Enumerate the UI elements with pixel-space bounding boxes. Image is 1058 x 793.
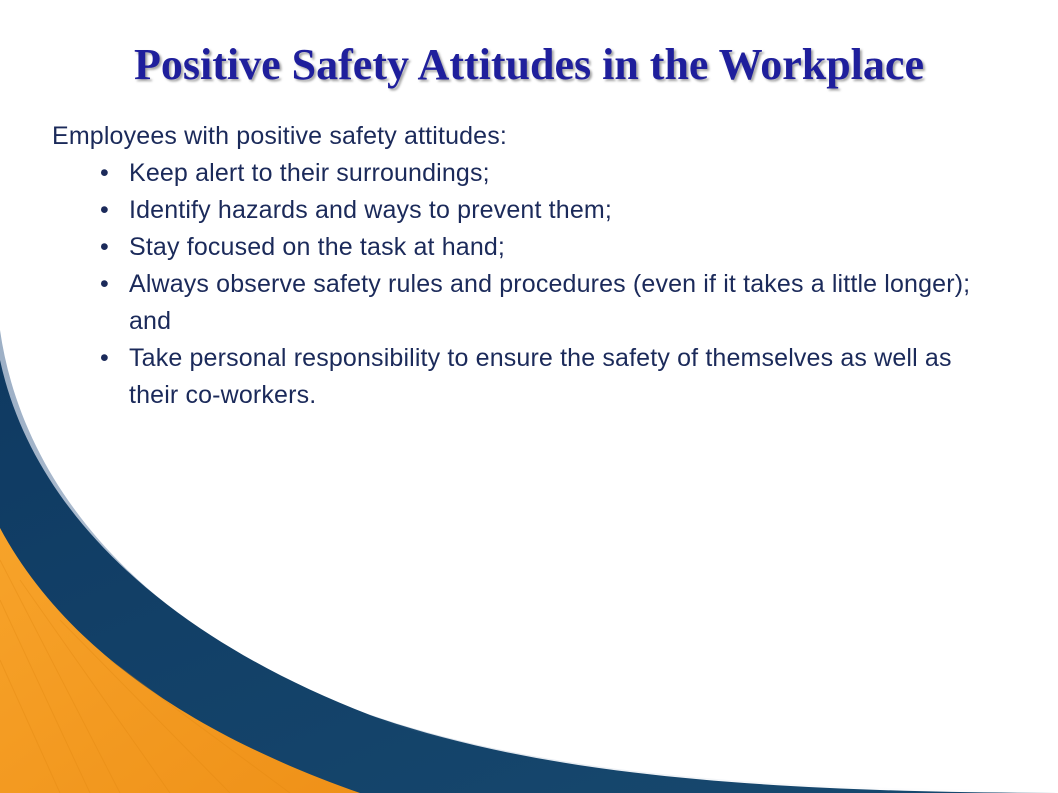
bullet-text: Keep alert to their surroundings;: [129, 159, 490, 187]
bullet-item: [98, 266, 989, 340]
slide-body: [52, 118, 1012, 414]
bullet-text: Take personal responsibility to ensure the safety of themselves as well as their co-workers.: [129, 344, 952, 409]
intro-text: Employees with positive safety attitudes:: [52, 122, 507, 150]
bullet-item: [98, 229, 989, 266]
bullet-dot: •: [100, 270, 109, 298]
bullet-item: [98, 155, 989, 192]
bullet-item: [98, 340, 989, 414]
bullet-dot: •: [100, 196, 109, 224]
bullet-item: [98, 192, 989, 229]
bullet-text: Stay focused on the task at hand;: [129, 233, 506, 261]
bullet-text: Identify hazards and ways to prevent them;: [129, 196, 612, 224]
bullet-dot: •: [100, 344, 109, 372]
bullet-text: Always observe safety rules and procedures (even if it takes a little longer); and: [129, 270, 971, 335]
bullet-dot: •: [100, 233, 109, 261]
bullet-dot: •: [100, 159, 109, 187]
slide-title: Positive Safety Attitudes in the Workplace: [134, 40, 924, 89]
bullet-list: [52, 155, 1012, 414]
